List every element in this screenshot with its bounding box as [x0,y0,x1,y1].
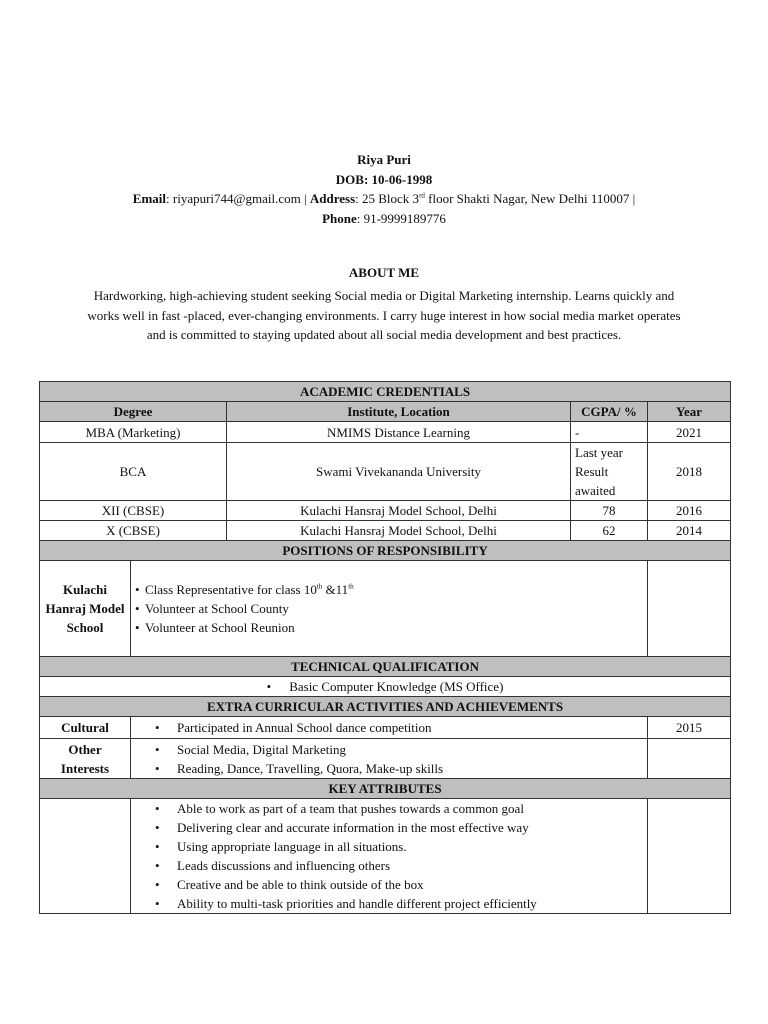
technical-section-row [40,657,731,677]
institute-cell: Swami Vivekananda University [227,443,571,501]
table-row [40,501,731,521]
cultural-list [135,718,643,737]
list-item: • Ability to multi-task priorities and handle different project efficiently [135,894,643,913]
address-label: Address [309,191,356,206]
phone-line [0,209,768,229]
list-item [135,580,643,599]
list-item: • Volunteer at School County [135,599,643,618]
cgpa-cell: 78 [571,501,648,521]
cgpa-cell: - [571,422,648,443]
contact-header [0,150,768,228]
cultural-row [40,717,731,739]
phone-label: Phone [322,210,357,226]
col-header-cgpa: CGPA/ % [571,402,648,422]
list-item: • Reading, Dance, Travelling, Quora, Make-up skills [135,759,643,778]
position-item-superscript: th [316,582,323,591]
positions-row [40,561,731,657]
contact-line [0,189,768,209]
extra-title: EXTRA CURRICULAR ACTIVITIES AND ACHIEVEMENTS [40,697,731,717]
email-label: Email [132,191,167,206]
technical-item-text: Basic Computer Knowledge (MS Office) [289,679,504,694]
institute-cell: Kulachi Hansraj Model School, Delhi [227,521,571,541]
candidate-name: Riya Puri [357,152,411,167]
col-header-year: Year [648,402,731,422]
about-text: Hardworking, high-achieving student seeking Social media or Digital Marketing internship. Learns quickly and works well in fast -placed, ever-changing environments. I carry huge interest in how social media market operates and is committed to staying updated about all social media development and best practices. [87,288,681,342]
attributes-row [40,799,731,914]
degree-cell: BCA [40,443,227,501]
other-interests-row [40,739,731,779]
date-of-birth: DOB: 10-06-1998 [335,171,433,187]
cgpa-cell: 62 [571,521,648,541]
cultural-label: Cultural [40,717,131,739]
degree-cell: XII (CBSE) [40,501,227,521]
positions-section-row [40,541,731,561]
academic-header-row [40,402,731,422]
resume-table [39,381,731,914]
cultural-year: 2015 [648,717,731,739]
positions-title: POSITIONS OF RESPONSIBILITY [40,541,731,561]
list-item: • Using appropriate language in all situations. [135,837,643,856]
email-value: : riyapuri744@gmail.com | [166,191,310,206]
empty-cell [648,739,731,779]
about-title: ABOUT ME [348,265,420,280]
table-row [40,521,731,541]
list-item: • Able to work as part of a team that pushes towards a common goal [135,799,643,818]
other-interests-label: Other Interests [40,739,131,779]
position-item-text-rest: &11 [322,582,349,597]
technical-row [40,677,731,697]
cgpa-cell: Last year Result awaited [571,443,648,501]
position-list-cell [131,561,648,657]
cultural-list-cell [131,717,648,739]
address-value: : 25 Block 3 [355,191,420,206]
empty-cell [648,561,731,657]
degree-cell: MBA (Marketing) [40,422,227,443]
empty-cell [40,799,131,914]
year-cell: 2016 [648,501,731,521]
position-list [135,580,643,637]
address-superscript: rd [419,191,425,200]
academic-section-row [40,382,731,402]
list-item: • Delivering clear and accurate information in the most effective way [135,818,643,837]
academic-title: ACADEMIC CREDENTIALS [40,382,731,402]
degree-cell: X (CBSE) [40,521,227,541]
address-value-rest: floor Shakti Nagar, New Delhi 110007 | [424,191,636,206]
institute-cell: NMIMS Distance Learning [227,422,571,443]
position-organization: Kulachi Hanraj Model School [40,561,131,657]
empty-cell [648,799,731,914]
list-item: • Participated in Annual School dance competition [135,718,643,737]
attributes-title: KEY ATTRIBUTES [40,779,731,799]
attributes-list-cell [131,799,648,914]
extra-section-row [40,697,731,717]
bullet: • [266,679,272,694]
other-interests-list [135,740,643,778]
institute-cell: Kulachi Hansraj Model School, Delhi [227,501,571,521]
list-item: • Volunteer at School Reunion [135,618,643,637]
year-cell: 2014 [648,521,731,541]
technical-title: TECHNICAL QUALIFICATION [40,657,731,677]
attributes-section-row [40,779,731,799]
phone-value: : 91-9999189776 [356,210,446,226]
col-header-institute: Institute, Location [227,402,571,422]
list-item: • Leads discussions and influencing others [135,856,643,875]
table-row [40,422,731,443]
year-cell: 2021 [648,422,731,443]
attributes-list [135,799,643,913]
list-item: • Creative and be able to think outside of the box [135,875,643,894]
other-interests-list-cell [131,739,648,779]
list-item: • Social Media, Digital Marketing [135,740,643,759]
col-header-degree: Degree [40,402,227,422]
technical-item [40,677,731,697]
table-row [40,443,731,501]
year-cell: 2018 [648,443,731,501]
position-item-text: Class Representative for class 10 [145,582,317,597]
position-item-superscript-2: th [348,582,354,591]
